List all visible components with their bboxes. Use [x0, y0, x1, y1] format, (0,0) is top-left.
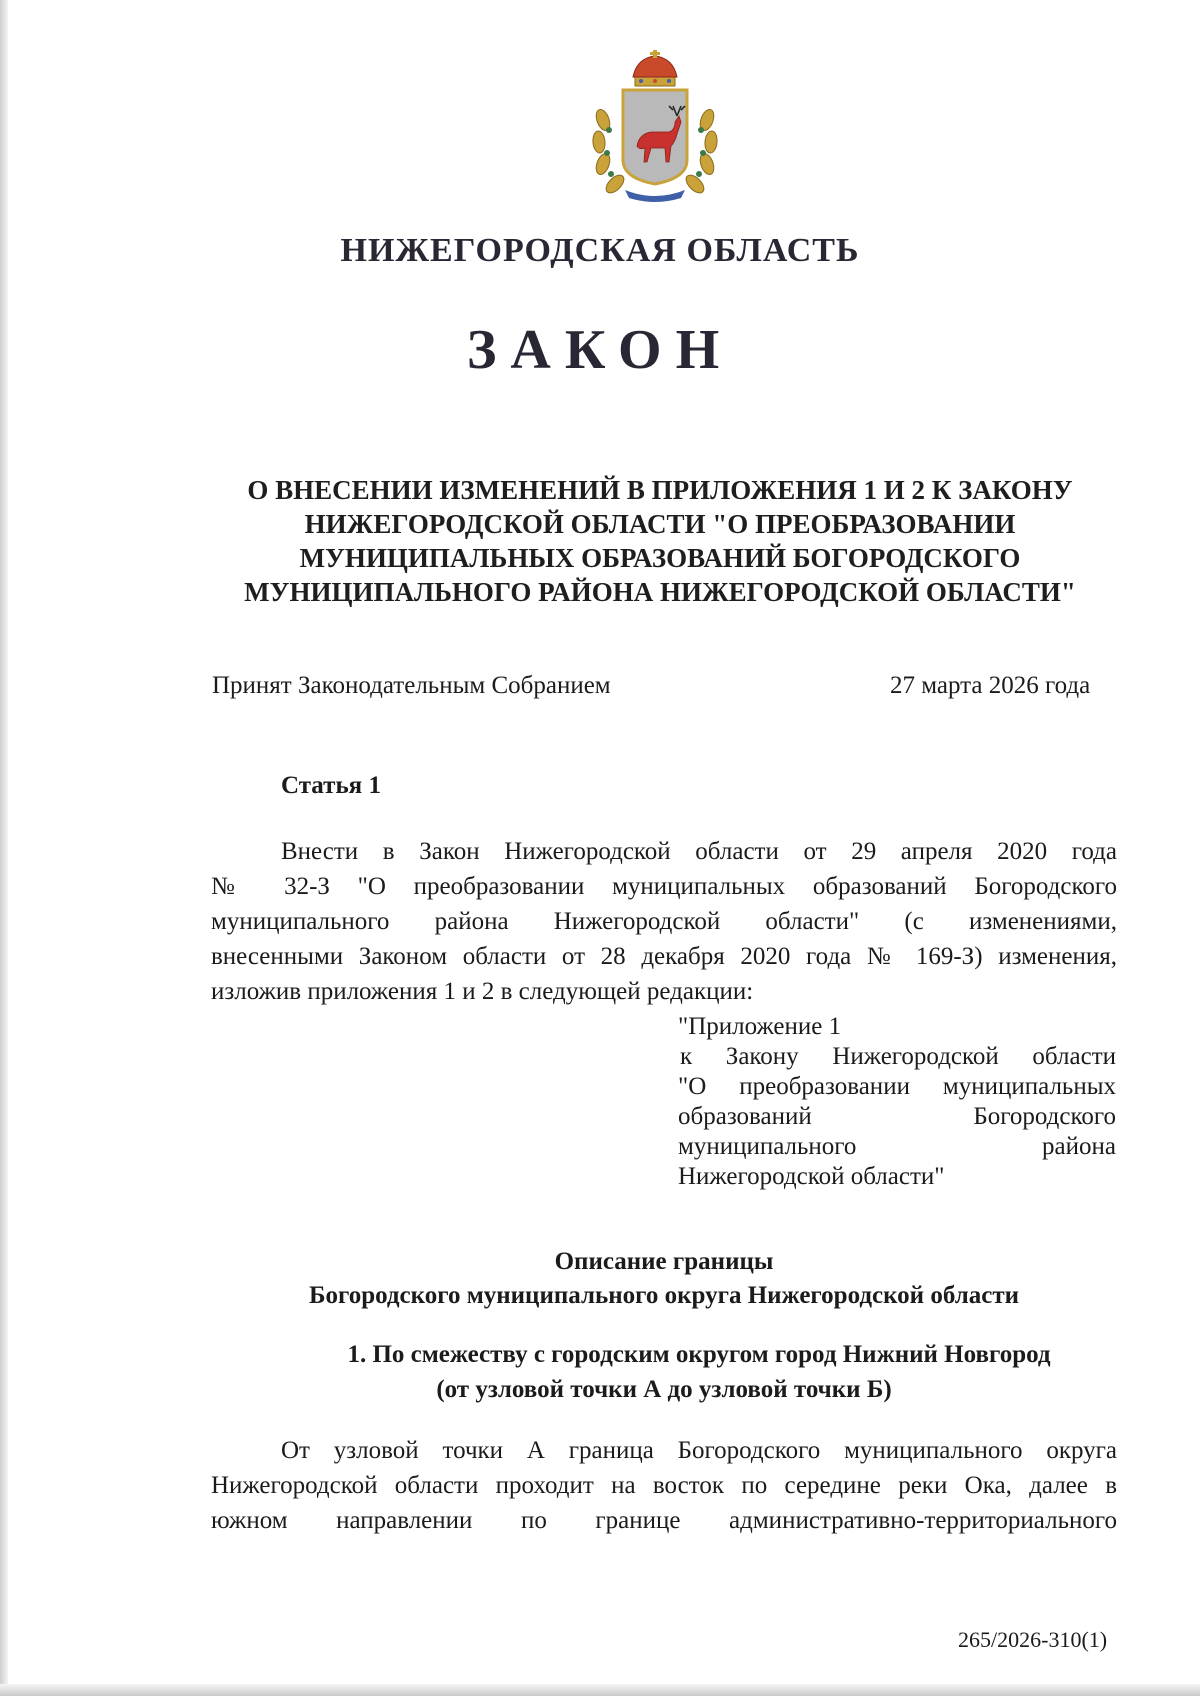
- section-title-line: Описание границы: [554, 1248, 774, 1275]
- section-paragraph: [211, 1433, 1117, 1538]
- article-paragraph: [211, 834, 1117, 1009]
- subsection-heading: [211, 1337, 1117, 1407]
- paragraph-line: южном направлении по границе административно-территориального: [211, 1507, 1117, 1534]
- document-number: 265/2026-310(1): [958, 1627, 1108, 1652]
- law-title-line: МУНИЦИПАЛЬНОГО РАЙОНА НИЖЕГОРОДСКОЙ ОБЛАСТИ": [244, 577, 1076, 607]
- appendix-line: "О преобразовании муниципальных: [678, 1073, 1116, 1100]
- paragraph-line: Внести в Закон Нижегородской области от 29 апреля 2020 года: [281, 838, 1117, 865]
- paragraph-line: № 32-З "О преобразовании муниципальных образований Богородского: [211, 873, 1117, 900]
- paragraph-line: Нижегородской области проходит на восток по середине реки Ока, далее в: [211, 1472, 1117, 1499]
- document-type-title: ЗАКОН: [466, 319, 734, 381]
- appendix-line: Нижегородской области": [678, 1163, 945, 1190]
- section-title-line: Богородского муниципального округа Нижегородской области: [308, 1282, 1020, 1309]
- adoption-date: 27 марта 2026 года: [890, 672, 1091, 699]
- region-title: НИЖЕГОРОДСКАЯ ОБЛАСТЬ: [340, 232, 860, 269]
- paragraph-line: изложив приложения 1 и 2 в следующей редакции:: [211, 978, 754, 1005]
- coat-of-arms-icon: [585, 50, 725, 205]
- law-title-line: НИЖЕГОРОДСКОЙ ОБЛАСТИ "О ПРЕОБРАЗОВАНИИ: [304, 509, 1016, 539]
- article-heading: Статья 1: [281, 772, 381, 799]
- paragraph-line: внесенными Законом области от 28 декабря 2020 года № 169-З) изменения,: [211, 943, 1117, 970]
- scan-edge: [0, 1684, 1200, 1696]
- appendix-line: образований Богородского: [678, 1103, 1116, 1130]
- law-title-line: О ВНЕСЕНИИ ИЗМЕНЕНИЙ В ПРИЛОЖЕНИЯ 1 И 2 К ЗАКОНУ: [247, 475, 1073, 505]
- subsection-line: (от узловой точки А до узловой точки Б): [436, 1376, 892, 1403]
- paragraph-line: От узловой точки А граница Богородского муниципального округа: [281, 1437, 1117, 1464]
- paragraph-line: муниципального района Нижегородской области" (с изменениями,: [211, 908, 1117, 935]
- appendix-line: к Закону Нижегородской области: [680, 1043, 1116, 1070]
- appendix-reference: [678, 1012, 1116, 1192]
- appendix-line: "Приложение 1: [678, 1013, 842, 1040]
- subsection-line: 1. По смежеству с городским округом город Нижний Новгород: [347, 1341, 1051, 1368]
- law-title: [200, 473, 1120, 609]
- adopted-by: Принят Законодательным Собранием: [212, 672, 611, 699]
- section-title: [211, 1245, 1117, 1313]
- law-title-line: МУНИЦИПАЛЬНЫХ ОБРАЗОВАНИЙ БОГОРОДСКОГО: [299, 543, 1021, 573]
- appendix-line: муниципального района: [678, 1133, 1116, 1160]
